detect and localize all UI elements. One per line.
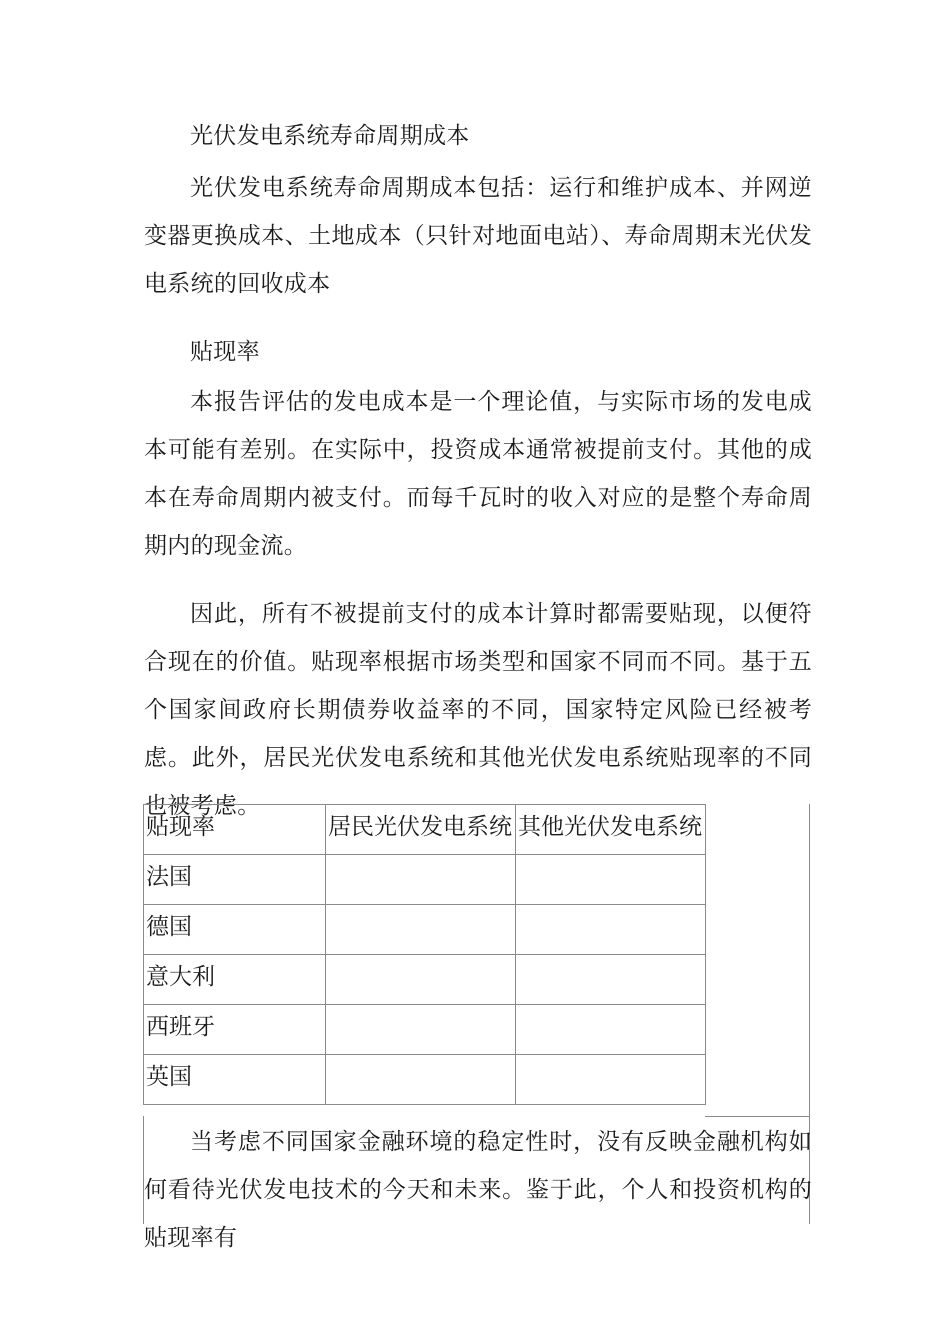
table-cell (326, 855, 516, 905)
table-cell (326, 905, 516, 955)
table-frame-bottom-line (705, 1116, 809, 1117)
table-cell (516, 1005, 706, 1055)
table-row (144, 905, 706, 955)
table-cell (326, 1055, 516, 1105)
table-cell-country: 西班牙 (144, 1005, 326, 1055)
table-cell (516, 1055, 706, 1105)
table-cell-country: 德国 (144, 905, 326, 955)
paragraph-discount-rate-2: 因此，所有不被提前支付的成本计算时都需要贴现，以便符合现在的价值。贴现率根据市场类型和国家不同而不同。基于五个国家间政府长期债券收益率的不同，国家特定风险已经被考虑。此外，居民光伏发电系统和其他光伏发电系统贴现率的不同也被考虑。 (144, 601, 812, 819)
table-header-cell: 贴现率 (144, 805, 326, 855)
table-row (144, 955, 706, 1005)
table-row (144, 855, 706, 905)
table-cell-country: 意大利 (144, 955, 326, 1005)
paragraph-financial-stability: 当考虑不同国家金融环境的稳定性时，没有反映金融机构如何看待光伏发电技术的今天和未来。鉴于此，个人和投资机构的贴现率有 (144, 1129, 812, 1251)
section-heading-lifecycle-cost: 光伏发电系统寿命周期成本 (190, 123, 470, 149)
table-cell (326, 955, 516, 1005)
table-header-cell: 居民光伏发电系统 (326, 805, 516, 855)
table-cell (516, 955, 706, 1005)
table-cell (516, 905, 706, 955)
table-header-cell: 其他光伏发电系统 (516, 805, 706, 855)
table-header-row (144, 805, 706, 855)
table-cell-country: 英国 (144, 1055, 326, 1105)
paragraph-discount-rate-1: 本报告评估的发电成本是一个理论值，与实际市场的发电成本可能有差别。在实际中，投资成本通常被提前支付。其他的成本在寿命周期内被支付。而每千瓦时的收入对应的是整个寿命周期内的现金流。 (144, 389, 812, 559)
section-heading-discount-rate: 贴现率 (190, 339, 260, 365)
table-cell (516, 855, 706, 905)
table-cell-country: 法国 (144, 855, 326, 905)
table-cell (326, 1005, 516, 1055)
table-row (144, 1005, 706, 1055)
paragraph-lifecycle-cost: 光伏发电系统寿命周期成本包括：运行和维护成本、并网逆变器更换成本、土地成本（只针对地面电站）、寿命周期末光伏发电系统的回收成本 (144, 175, 812, 297)
discount-rate-table (143, 804, 706, 1105)
table-row (144, 1055, 706, 1105)
